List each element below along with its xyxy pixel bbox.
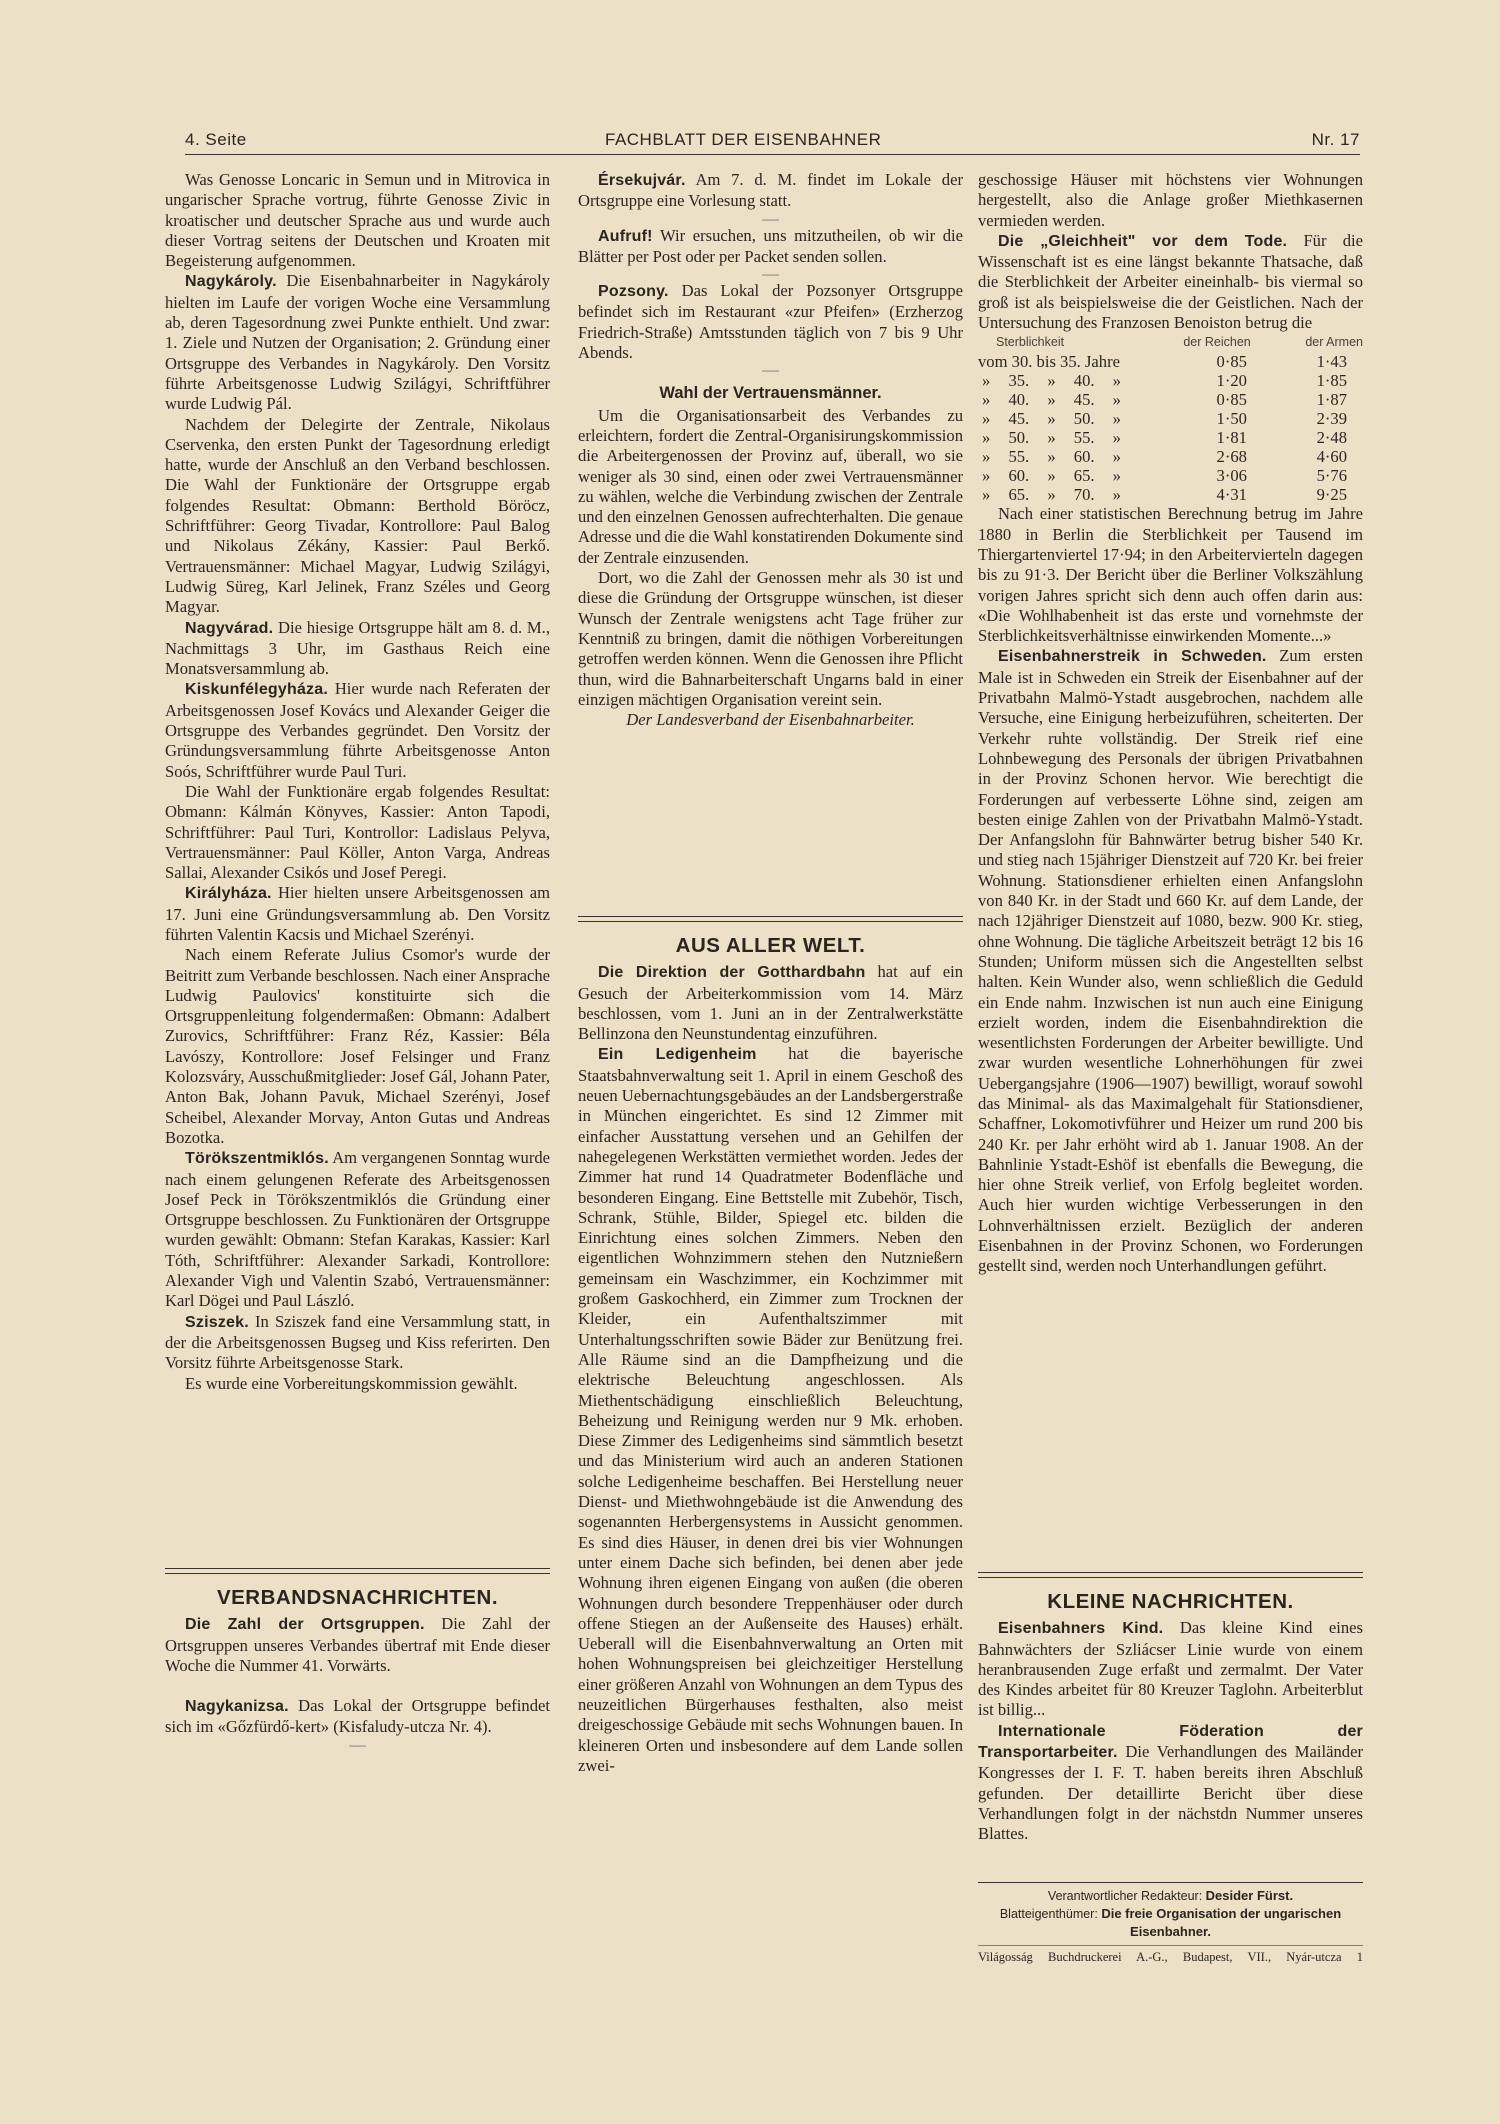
paragraph: [578, 1044, 963, 1776]
paragraph: [978, 1721, 1363, 1845]
paragraph-text: Die Zahl der Ortsgruppen unseres Verbandes übertraf mit Ende dieser Woche die Nummer 41. Vorwärts.: [165, 1614, 550, 1675]
poor-rate-cell: 1·87: [1316, 390, 1347, 410]
article-list: [978, 1618, 1363, 1844]
separator: —: [762, 264, 779, 284]
paragraph-lead: Eisenbahnerstreik in Schweden.: [998, 648, 1267, 666]
rich-rate-cell: 1·50: [1216, 409, 1247, 429]
poor-rate-cell: 2·48: [1316, 428, 1347, 448]
divider: [978, 1882, 1363, 1883]
paragraph-text: Die Wahl der Funktionäre ergab folgendes Resultat: Obmann: Kálmán Könyves, Kassier: Anton Tapodi, Schriftführer: Paul Turi, Kontrollor: Ladislaus Pelyva, Vertrauensmänner: Paul Köller, Anton Varga, Andreas Sallai, Alexander Csikós und Josef Peregi.: [165, 781, 550, 883]
paragraph-lead: Die Zahl der Ortsgruppen.: [185, 1616, 425, 1634]
owner-name: Die freie Organisation der ungarischen Eisenbahner.: [1101, 1906, 1342, 1939]
rich-rate-cell: 0·85: [1216, 390, 1247, 410]
paragraph: [165, 679, 550, 781]
paragraph-lead: Törökszentmiklós.: [185, 1150, 329, 1168]
paragraph-text: Die Eisenbahnarbeiter in Nagykároly hielten im Laufe der vorigen Woche eine Versammlung ab, deren Tagesordnung zwei Punkte enthielt. Und zwar: 1. Ziele und Nutzen der Organisation; 2. Gründung einer Ortsgruppe des Verbandes in Nagykároly. Den Vorsitz führte Arbeitsgenosse Ludwig Szilágyi, Schriftführer wurde Ludwig Pál.: [165, 271, 550, 414]
paragraph: [165, 782, 550, 883]
paragraph-text: Nach einem Referate Julius Csomor's wurde der Beitritt zum Verbande beschlossen. Nach einer Ansprache Ludwig Paulovics' konstituirte sich die Ortsgruppenleitung folgendermaßen: Obmann: Adalbert Zurovics, Schriftführer: Franz Réz, Kassier: Béla Lavószy, Kontrollore: Josef Felsinger und Franz Kolozsváry, Ausschußmitglieder: Josef Gál, Johann Pater, Anton Bak, Johann Pavuk, Michael Szerényi, Josef Scheibel, Alexander Morvay, Anton Gutas und Andreas Bozotka.: [165, 945, 550, 1147]
paragraph-text: In Sziszek fand eine Versammlung statt, in der die Arbeitsgenossen Bugseg und Kiss referirten. Den Vorsitz führte Arbeitsgenosse Stark.: [165, 1311, 550, 1373]
table-row: [978, 485, 1363, 504]
poor-rate-cell: 2·39: [1316, 409, 1347, 429]
paragraph-lead: Kiskunfélegyháza.: [185, 681, 329, 699]
table-row: [978, 352, 1363, 371]
issue-number: Nr. 17: [1311, 130, 1360, 149]
page-number: 4. Seite: [185, 130, 247, 149]
paragraph: [165, 1312, 550, 1374]
age-range-cell: » 65. » 70. »: [982, 485, 1121, 505]
article-list: [165, 170, 550, 1394]
paragraph: [165, 883, 550, 945]
paragraph-lead: Érsekujvár.: [598, 172, 686, 189]
separator: —: [349, 1734, 366, 1754]
table-row: [978, 428, 1363, 447]
rich-rate-cell: 2·68: [1216, 447, 1247, 467]
age-range-cell: vom 30. bis 35. Jahre: [978, 352, 1120, 372]
paragraph: [165, 1148, 550, 1311]
imprint: [978, 1882, 1363, 1966]
separator: —: [762, 208, 779, 228]
age-range-cell: » 50. » 55. »: [982, 428, 1121, 448]
paragraph: [165, 945, 550, 1148]
paragraph: [978, 646, 1363, 1276]
signature: Der Landesverband der Eisenbahnarbeiter.: [626, 710, 915, 730]
column-3: [978, 170, 1363, 1277]
table-row: [978, 390, 1363, 409]
kleine-nachrichten-section: [978, 1572, 1363, 1845]
paragraph-text: hat auf ein Gesuch der Arbeiterkommission vom 14. März beschlossen, vom 1. Juni an in der Zentralwerkstätte Bellinzona den Neunstundentag einzuführen.: [578, 962, 964, 1044]
paragraph-lead: Nagyvárad.: [185, 619, 274, 637]
article-list: [578, 170, 963, 363]
paragraph-text: Was Genosse Loncaric in Semun und in Mitrovica in ungarischer Sprache vortrug, führte Genosse Zivic in kroatischer und deutscher Sprache aus und wurde auch dieser Vortrag seitens der Deutschen und Kroaten mit Begeisterung aufgenommen.: [165, 170, 550, 271]
paragraph: [165, 1374, 550, 1394]
article-list: [165, 1614, 550, 1737]
paragraph: [165, 1696, 550, 1738]
paragraph: [978, 504, 1363, 646]
separator: —: [762, 360, 779, 380]
section-heading: VERBANDSNACHRICHTEN.: [216, 1586, 499, 1609]
paragraph-lead: Sziszek.: [185, 1313, 249, 1331]
rich-rate-cell: 3·06: [1216, 466, 1247, 486]
poor-rate-cell: 4·60: [1316, 447, 1347, 467]
rich-rate-cell: 0·85: [1216, 352, 1247, 372]
poor-rate-cell: 1·43: [1316, 352, 1347, 372]
paragraph-lead: Aufruf!: [598, 227, 653, 245]
age-range-cell: » 40. » 45. »: [982, 390, 1121, 410]
editor-name: Desider Fürst.: [1205, 1888, 1294, 1903]
age-range-cell: » 35. » 40. »: [982, 371, 1121, 391]
paragraph: [165, 415, 550, 618]
paragraph-lead: Nagykanizsa.: [185, 1698, 289, 1716]
poor-rate-cell: 1·85: [1316, 371, 1347, 391]
paragraph: Um die Organisationsarbeit des Verbandes zu erleichtern, fordert die Zentral-Organisirungskommission die Arbeitergenossen der Provinz auf, überall, wo sie weniger als 30 sind, einen oder zwei Vertrauensmänner zu wählen, welche die Verbindung zwischen der Zentrale und den einzelnen Genossen aufrechterhalten. Die genaue Adresse und die die Wahl konstatirenden Dokumente sind der Zentrale einzusenden.: [578, 405, 964, 567]
table-row: [978, 447, 1363, 466]
paragraph-lead: Pozsony.: [598, 283, 669, 301]
publication-title: FACHBLATT DER EISENBAHNER: [605, 130, 882, 149]
paragraph: [578, 226, 963, 268]
paragraph-text: Zum ersten Male ist in Schweden ein Streik der Eisenbahner auf der Privatbahn Malmö-Ystadt ausgebrochen, nachdem alle Versuche, eine Einigung herbeizuführen, scheiterten. Der Verkehr ruhte vollständig. Der Streik rief eine Lohnbewegung des Personals der übrigen Privatbahnen in der Provinz Schonen hervor. Wie berechtigt die Forderungen auf verbesserte Löhne sind, zeigen am besten einige Zahlen von der Privatbahn Malmö-Ystadt. Der Anfangslohn für Bahnwärter betrug bisher 540 Kr. und stieg nach 15jähriger Dienstzeit auf 720 Kr. bei freier Wohnung. Stationsdiener erhielten einen Anfangslohn von 840 Kr. in der Stadt und 660 Kr. auf dem Lande, der nach 12jähriger Dienstzeit auf 1080, bezw. 900 Kr. stieg, ohne Wohnung. Die tägliche Arbeitszeit beträgt 12 bis 16 Stunden; Uniform müssen sich die Angestellten selbst halten. Kein Wunder also, wenn schließlich die Geduld ein Ende nahm. Inzwischen ist nun auch eine Einigung erzielt worden, indem die Eisenbahndirektion die wesentlichsten Forderungen der Arbeiter bewilligte. Und zwar wurden wesentliche Lohnerhöhungen für zwei Uebergangsjahre (1906—1907) bewilligt, worauf sowohl das Minimal- als das Maximalgehalt für Stationsdiener, Schaffner, Lokomotivführer und Heizer um rund 200 bis 240 Kr. per Jahr erhöht wird ab 1. Januar 1908. An der Bahnlinie Ystadt-Eshöf ist ebenfalls die Bewegung, die hier ohne Streik verlief, von Erfolg begleitet worden. Auch hier wurden wichtige Verbesserungen in den Lohnverhältnissen erzielt. Bezüglich der anderen Eisenbahnen in der Provinz Schonen, wo Forderungen gestellt sind, werden noch Unterhandlungen geführt.: [978, 646, 1363, 1276]
age-range-cell: » 55. » 60. »: [982, 447, 1121, 467]
paragraph: [578, 281, 963, 363]
section-heading: AUS ALLER WELT.: [675, 934, 866, 957]
mortality-table: [978, 333, 1363, 504]
paragraph: [978, 1618, 1363, 1720]
double-rule: [578, 916, 963, 922]
paragraph-lead: Die „Gleichheit" vor dem Tode.: [998, 232, 1288, 250]
column-2: [578, 170, 963, 730]
paragraph-text: Das Lokal der Ortsgruppe befindet sich im «Gőzfürdő-kert» (Kisfaludy-utcza Nr. 4).: [165, 1696, 550, 1737]
paragraph: [978, 170, 1363, 231]
page-header: [185, 130, 1360, 155]
paragraph-text: Nachdem der Delegirte der Zentrale, Nikolaus Cservenka, den ersten Punkt der Tagesordnung erledigt hatte, wurde der Anschluß an den Verband beschlossen. Die Wahl der Funktionäre der Ortsgruppe ergab folgendes Resultat: Obmann: Berthold Böröcz, Schriftführer: Georg Tivadar, Kontrollore: Paul Balog und Nikolaus Zékány, Kassier: Paul Berkő. Vertrauensmänner: Michael Magyar, Ludwig Szilágyi, Ludwig Süreg, Karl Jelinek, Franz Széles und Georg Magyar.: [165, 414, 550, 617]
rich-rate-cell: 1·20: [1216, 371, 1247, 391]
owner-label: Blatteigenthümer:: [999, 1907, 1098, 1921]
paragraph-text: Hier wurde nach Referaten der Arbeitsgenossen Josef Kovács und Alexander Geiger die Ortsgruppe des Verbandes gegründet. Den Vorsitz der Gründungsversammlung führte Arbeitsgenosse Anton Soós, Schriftführer wurde Paul Turi.: [165, 679, 550, 781]
paragraph-text: Es wurde eine Vorbereitungskommission gewählt.: [185, 1373, 518, 1393]
paragraph: [165, 618, 550, 680]
paragraph: [978, 231, 1363, 333]
table-row: [978, 409, 1363, 428]
paragraph-text: Wir ersuchen, uns mitzutheilen, ob wir die Blätter per Post oder per Packet senden sollen.: [578, 225, 963, 266]
editor-label: Verantwortlicher Redakteur:: [1047, 1889, 1203, 1903]
paragraph-text: Am vergangenen Sonntag wurde nach einem gelungenen Referate des Arbeitsgenossen Josef Peck in Törökszentmiklós die Gründung einer Ortsgruppe beschlossen. Zu Funktionären der Ortsgruppe wurden gewählt: Obmann: Stefan Karakas, Kassier: Karl Tóth, Schriftführer: Alexander Sarkadi, Kontrollore: Alexander Vigh und Valentin Szabó, Vertrauensmänner: Karl Dögei und Paul László.: [165, 1148, 551, 1311]
table-header: der Armen: [1305, 335, 1363, 350]
table-body: [978, 352, 1363, 504]
age-range-cell: » 60. » 65. »: [982, 466, 1121, 486]
paragraph-text: Für die Wissenschaft ist es eine längst bekannte Thatsache, daß die Sterblichkeit der Arbeiter eineinhalb- bis viermal so groß ist als beispielsweise die der Geistlichen. Nach der Untersuchung des Franzosen Benoiston betrug die: [978, 230, 1363, 333]
paragraph-text: Nach einer statistischen Berechnung betrug im Jahre 1880 in Berlin die Sterblichkeit per Tausend im Thiergartenviertel 17·94; in den Arbeitervierteln dagegen bis zu 91·3. Der Bericht über die Berliner Volkszählung vorigen Jahres spricht sich denn auch offen darin aus: «Die Wohlhabenheit ist das erste und vornehmste der Sterblichkeitsverhältnisse einwirkenden Momente...»: [978, 504, 1363, 646]
paragraph-lead: Királyháza.: [185, 885, 272, 903]
article-list: [978, 170, 1363, 333]
paragraph-text: Die Verhandlungen des Mailänder Kongresses der I. F. T. haben bereits ihren Abschluß gefunden. Der detaillirte Bericht über diese Verhandlungen folgt in der nächstdn Nummer unseres Blattes.: [978, 1742, 1363, 1844]
poor-rate-cell: 5·76: [1316, 466, 1347, 486]
paragraph: [578, 170, 963, 212]
paragraph-lead: Eisenbahners Kind.: [998, 1620, 1164, 1638]
paragraph-text: Die hiesige Ortsgruppe hält am 8. d. M., Nachmittags 3 Uhr, im Gasthaus Reich eine Monatsversammlung ab.: [165, 617, 550, 679]
aus-aller-welt-section: [578, 916, 963, 1776]
article-list: [578, 962, 963, 1776]
paragraph: [165, 170, 550, 271]
paragraph-lead: Ein Ledigenheim: [598, 1046, 757, 1064]
paragraph-text: Das kleine Kind eines Bahnwächters der Szliácser Linie wurde von einem heranbrausenden Zuge erfaßt und zermalmt. Der Vater des Kindes arbeitet für 80 Kreuzer Taglohn. Arbeiterblut ist billig...: [978, 1618, 1363, 1720]
verbandsnachrichten-section: [165, 1568, 550, 1752]
article-list: [978, 504, 1363, 1276]
table-row: [978, 371, 1363, 390]
double-rule: [978, 1572, 1363, 1578]
double-rule: [165, 1568, 550, 1574]
paragraph-lead: Internationale Föderation der Transportarbeiter.: [978, 1722, 1363, 1762]
paragraph: [578, 962, 963, 1044]
paragraph-text: geschossige Häuser mit höchstens vier Wohnungen hergestellt, also die Anlage großer Miethkasernen vermieden werden.: [978, 170, 1363, 230]
paragraph-text: Das Lokal der Pozsonyer Ortsgruppe befindet sich im Restaurant «zur Pfeifen» (Erzherzog Friedrich-Straße) Amtsstunden täglich von 7 bis 9 Uhr Abends.: [578, 281, 963, 363]
paragraph: Dort, wo die Zahl der Genossen mehr als 30 ist und diese die Gründung der Ortsgruppe wünschen, ist dieser Wunsch der Zentrale wenigstens acht Tage früher zur Kenntniß zu bringen, damit die nöthigen Vorbereitungen getroffen werden können. Wenn die Genossen ihre Pflicht thun, wird die Bahnarbeiterschaft Ungarns bald in einer einzigen mächtigen Organisation vereint sein.: [578, 568, 963, 709]
rich-rate-cell: 1·81: [1216, 428, 1247, 448]
table-row: [978, 466, 1363, 485]
rich-rate-cell: 4·31: [1216, 485, 1247, 505]
age-range-cell: » 45. » 50. »: [982, 409, 1121, 429]
poor-rate-cell: 9·25: [1316, 485, 1347, 505]
paragraph: [165, 271, 550, 414]
paragraph-text: Am 7. d. M. findet im Lokale der Ortsgruppe eine Vorlesung statt.: [578, 170, 963, 211]
paragraph-lead: Die Direktion der Gotthardbahn: [598, 964, 866, 982]
column-1: [165, 170, 550, 1394]
paragraph-text: hat die bayerische Staatsbahnverwaltung seit 1. April in einem Geschoß des neuen Uebernachtungsgebäudes an der Landsbergerstraße in München eingerichtet. Es sind 12 Zimmer mit einfacher Ausstattung versehen und an Gehilfen der nahegelegenen Werkstätten vermiethet worden. Jedes der Zimmer hat rund 14 Quadratmeter Bodenfläche und besonderen Eingang. Eine Bettstelle mit Zubehör, Tisch, Schrank, Stühle, Bilder, Spiegel etc. bilden die Einrichtung eines solchen Zimmers. Neben den eigentlichen Wohnzimmern stehen den Nutznießern gemeinsam ein Waschzimmer, ein Kochzimmer mit großem Gaskochherd, ein Zimmer zum Trocknen der Kleider, ein Aufenthaltszimmer mit Unterhaltungsschriften sowie Bäder zur Benützung frei. Alle Räume sind an die Dampfheizung und die elektrische Beleuchtung angeschlossen. Als Miethentschädigung einschließlich Beleuchtung, Beheizung und Reinigung werden nur 9 Mk. erhoben. Diese Zimmer des Ledigenheims sind sämmtlich besetzt und das Ministerium wird auch an anderen Stationen solche Ledigenheime beschaffen. Bei Herstellung neuer Dienst- und Miethwohngebäude ist die Anwendung des sogenannten Herbergensystems in Aussicht genommen. Es sind dies Häuser, in denen drei bis vier Wohnungen unter einem Dache sich befinden, bei denen aber jede Wohnung ihren eigenen Eingang von außen (die oberen Wohnungen durch besondere Treppenhäuser oder durch offene Stiegen an der Außenseite des Hauses) erhält. Ueberall will die Eisenbahnverwaltung an Orten mit hohen Wohnungspreisen bei gleichzeitiger Herstellung einer größeren Anzahl von Wohnungen an dem Typus des neuzeitlichen Bürgerhauses festhalten, also meist dreigeschossige Gebäude mit sechs Wohnungen bauen. In kleineren Orten und insbesondere auf dem Lande sollen zwei-: [578, 1044, 963, 1775]
printer-line: Világosság Buchdruckerei A.-G., Budapest, VII., Nyár-utcza 1: [978, 1950, 1363, 1964]
paragraph-text: Hier hielten unsere Arbeitsgenossen am 17. Juni eine Gründungsversammlung ab. Den Vorsitz führten Valentin Kacsis und Michael Szerényi.: [165, 883, 550, 944]
table-header: der Reichen: [1183, 335, 1251, 350]
paragraph-lead: Nagykároly.: [185, 273, 277, 291]
section-heading: KLEINE NACHRICHTEN.: [1047, 1590, 1294, 1613]
subheading: Wahl der Vertrauensmänner.: [659, 384, 882, 403]
table-header: Sterblichkeit: [996, 335, 1065, 350]
paragraph: [165, 1614, 550, 1676]
divider: [978, 1945, 1363, 1946]
